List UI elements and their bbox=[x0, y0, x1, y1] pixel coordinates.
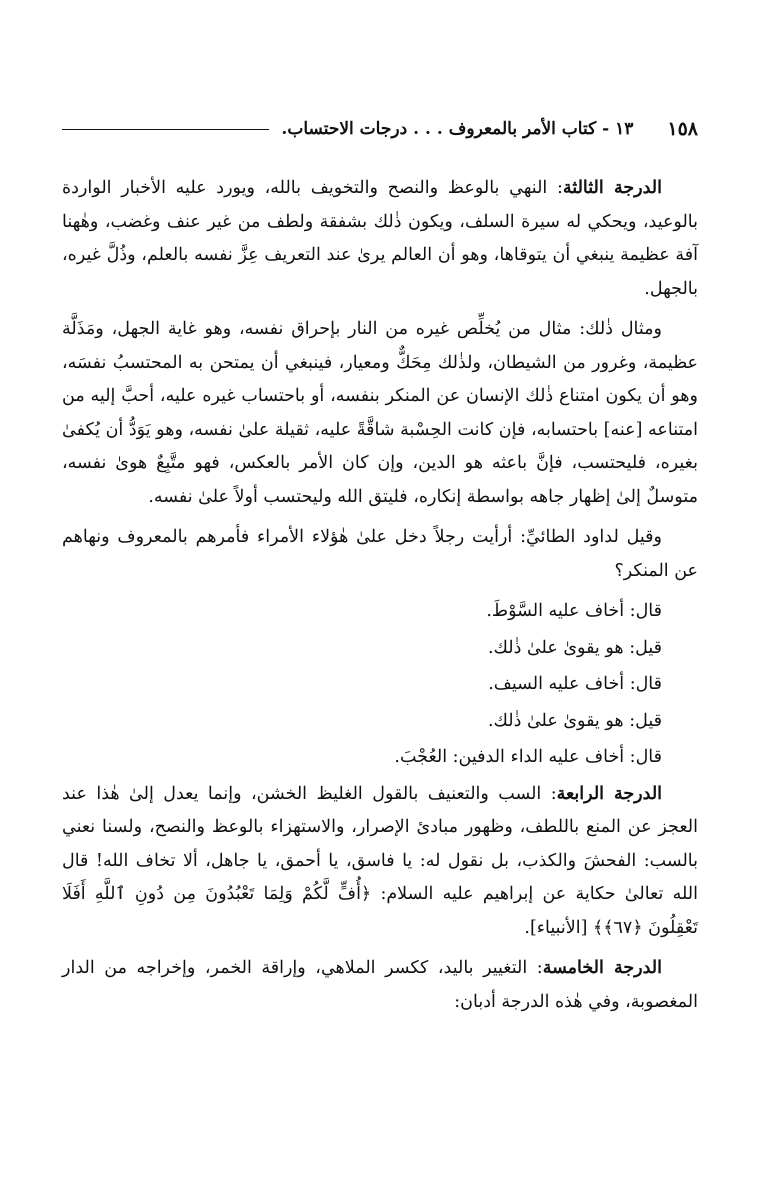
paragraph-text: وقيل لداود الطائيِّ: أرأيت رجلاً دخل علىٰ هٰؤلاء الأمراء فأمرهم بالمعروف ونهاهم عن المنكر؟ bbox=[62, 527, 698, 581]
page-number: ١٥٨ bbox=[667, 118, 698, 140]
paragraph-text: : النهي بالوعظ والنصح والتخويف بالله، ويورد عليه الأخبار الواردة بالوعيد، ويحكي له سيرة السلف، ويكون ذٰلك بشفقة ولطف من غير عنف وغضب، وهٰهنا آفة عظيمة ينبغي أن يتوقاها، وهو أن العالم يرىٰ عند التعريف عِزَّ نفسه بالعلم، وذُلَّ غيره، بالجهل. bbox=[62, 178, 698, 299]
running-header bbox=[62, 114, 698, 144]
paragraph-third-degree bbox=[62, 172, 698, 306]
paragraph-lead: الدرجة الخامسة bbox=[542, 958, 662, 978]
paragraph-fourth-degree bbox=[62, 778, 698, 946]
dialogue-line: قال: أخاف عليه الداء الدفين: العُجْبَ. bbox=[394, 747, 662, 767]
body-text bbox=[62, 172, 698, 1026]
dialogue-line: قيل: هو يقوىٰ علىٰ ذٰلك. bbox=[487, 637, 662, 658]
dialogue-line: قال: أخاف عليه السَّوْطَ. bbox=[486, 601, 662, 621]
paragraph-dawud bbox=[62, 521, 698, 588]
paragraph-fifth-degree bbox=[62, 952, 698, 1019]
paragraph-text: : التغيير باليد، ككسر الملاهي، وإراقة الخمر، وإخراجه من الدار المغصوبة، وفي هٰذه الدرجة أدبان: bbox=[62, 958, 698, 1012]
paragraph-text: ومثال ذٰلك: مثال من يُخلِّص غيره من النار بإحراق نفسه، وهو غاية الجهل، ومَذَلَّة عظيمة، وغرور من الشيطان، ولذٰلك مِحَكٌّ ومعيار، فينبغي أن يمتحن به المحتسبُ نفسَه، وهو أن يكون امتناع ذٰلك الإنسان عن المنكر بنفسه، أو باحتساب غيره عليه، أحبَّ إليه من امتناعه [عنه] باحتسابه، فإن كانت الحِسْبة شاقَّةً عليه، ثقيلة علىٰ نفسه، وهو يَوَدُّ أن يُكفىٰ بغيره، فليحتسب، فإنَّ باعثه هو الدين، وإن كان الأمر بالعكس، فهو متَّبِعٌ هوىٰ نفسه، متوسلٌ إلىٰ إظهار جاهه بواسطة إنكاره، فليتق الله وليحتسب أولاً علىٰ نفسه. bbox=[62, 319, 698, 507]
dialogue-line: قال: أخاف عليه السيف. bbox=[488, 674, 662, 694]
paragraph-lead: الدرجة الرابعة bbox=[556, 783, 663, 804]
header-dots: . . . bbox=[413, 119, 443, 139]
paragraph-lead: الدرجة الثالثة bbox=[562, 178, 662, 198]
chapter-title: ١٣ - كتاب الأمر بالمعروف bbox=[448, 119, 634, 139]
paragraph-example bbox=[62, 313, 698, 514]
section-title: درجات الاحتساب. bbox=[281, 119, 408, 139]
dialogue-line: قيل: هو يقوىٰ علىٰ ذٰلك. bbox=[487, 710, 662, 731]
paragraph-text: : السب والتعنيف بالقول الغليظ الخشن، وإنما يعدل إلىٰ هٰذا عند العجز عن المنع باللطف، وظهور مبادئ الإصرار، والاستهزاء بالوعظ والنصح، ولسنا نعني بالسب: الفحشَ والكذب، بل نقول له: يا فاسق، يا أحمق، يا جاهل، ألا تخاف الله! قال الله تعالىٰ حكاية عن إبراهيم عليه السلام: ﴿أُفٍّ لَّكُمْ وَلِمَا تَعْبُدُونَ مِن دُونِ ٱللَّهِ أَفَلَا تَعْقِلُونَ ﴿٦٧﴾﴾ [الأنبياء]. bbox=[62, 783, 698, 938]
header-rule bbox=[62, 129, 269, 130]
